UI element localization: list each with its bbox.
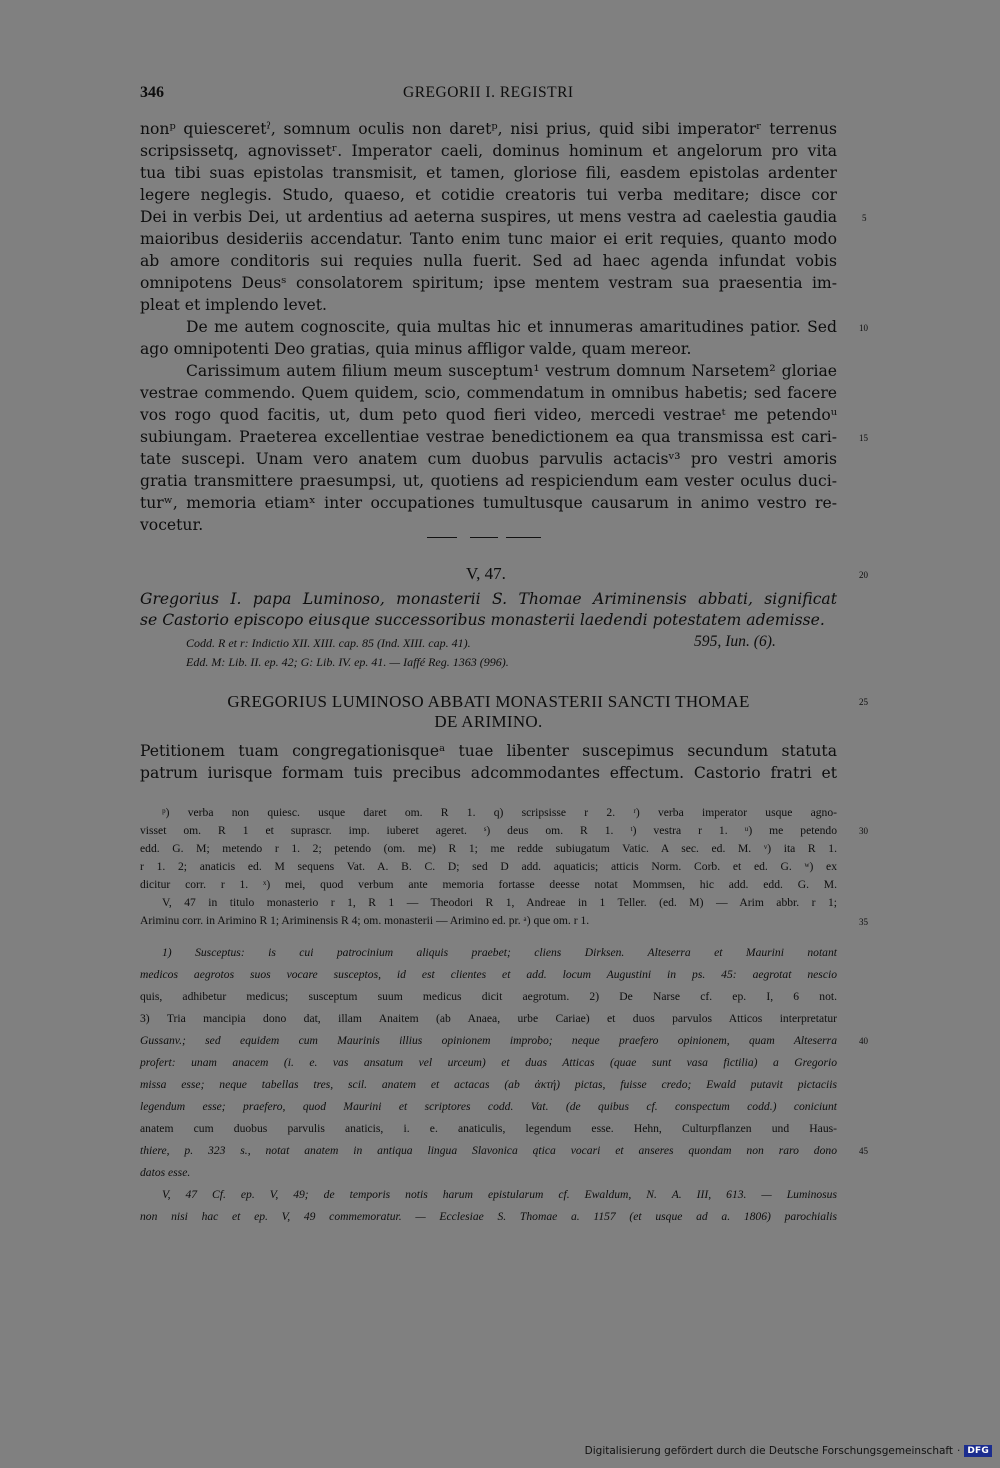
apparatus-line: ᵖ) verba non quiesc. usque daret om. R 1. q) scripsisse r 2. ʳ) verba imperator usque agno- [162,806,837,819]
text-line: omnipotens Deusˢ consolatorem spiritum; ipse mentem vestram sua praesentia im- [140,274,837,292]
text-line: Petitionem tuam congregationisqueᵃ tuae libenter suscepimus secundum statuta [140,742,837,760]
text-line: subiungam. Praeterea excellentiae vestrae benedictionem ea qua transmissa est cari- [140,428,837,446]
credit-separator: · [957,1445,961,1457]
letter-title: GREGORIUS LUMINOSO ABBATI MONASTERII SANCTI THOMAE [227,692,750,711]
margin-line-number: 10 [859,323,868,333]
apparatus-line: Ariminu corr. in Arimino R 1; Ariminensis R 4; om. monasterii — Arimino ed. pr. ᵃ) que om. r 1. [140,914,590,927]
credit-text: Digitalisierung gefördert durch die Deutsche Forschungsgemeinschaft [584,1445,954,1457]
text-line: vestrae commendo. Quem quidem, scio, commendatum in omnibus habetis; sed facere [140,384,837,402]
dfg-logo: DFG [964,1445,992,1457]
letter-summary: se Castorio episcopo eiusque successoribus monasterii laedendi potestatem ademisse. [140,611,825,629]
text-line: ago omnipotenti Deo gratias, quia minus affligor valde, quam mereor. [140,340,692,358]
commentary-line: thiere, p. 323 s., notat anatem in antiqua lingua Slavonica ątica vocari et anseres quondam non raro dono [140,1144,837,1157]
margin-line-number: 30 [859,826,868,836]
editions-note: Edd. M: Lib. II. ep. 42; G: Lib. IV. ep. 41. — Iaffé Reg. 1363 (996). [186,655,509,669]
text-line: patrum iurisque formam tuis precibus adcommodantes effectum. Castorio fratri et [140,764,837,782]
text-line: tua tibi suas epistolas transmisit, et tamen, gloriose fili, easdem epistolas ardenter [140,164,837,182]
apparatus-line: edd. G. M; metendo r 1. 2; petendo (om. me) R 1; me redde subiugatum Vatic. A sec. ed. M. ᵛ) ita R 1. [140,842,837,855]
letter-summary: Gregorius I. papa Luminoso, monasterii S. Thomae Ariminensis abbati, significat [140,590,837,608]
codices-note: Codd. R et r: Indictio XII. XIII. cap. 85 (Ind. XIII. cap. 41). [186,636,471,650]
commentary-line: 3) Tria mancipia dono dat, illam Anaitem (ab Anaea, urbe Cariae) et duos parvulos Atticos interpretatur [140,1012,837,1025]
digitization-credit [585,1444,992,1458]
text-line: legere neglegis. Studo, quaeso, et cotidie creatoris tui verba meditare; disce cor [140,186,837,204]
text-line: pleat et implendo levet. [140,296,327,314]
commentary-line: anatem cum duobus parvulis anaticis, i. e. anaticulis, legendum esse. Hehn, Culturpflanzen und Haus- [140,1122,837,1135]
margin-line-number: 20 [859,570,868,580]
margin-line-number: 35 [859,917,868,927]
apparatus-line: visset om. R 1 et suprascr. imp. iuberet ageret. ˢ) deus om. R 1. ᵗ) vestra r 1. ᵘ) me petendo [140,824,837,837]
commentary-line: datos esse. [140,1166,191,1179]
commentary-line: medicos aegrotos suos vocare susceptos, id est clientes et add. locum Augustini in ps. 45: aegrotat nescio [140,968,837,981]
text-line: scripsissetq, agnovissetʳ. Imperator caeli, dominus hominum et angelorum pro vita [140,142,837,160]
margin-line-number: 45 [859,1146,868,1156]
text-line: Dei in verbis Dei, ut ardentius ad aeterna suspires, ut mens vestra ad caelestia gaudia [140,208,837,226]
commentary-line: V, 47 Cf. ep. V, 49; de temporis notis harum epistularum cf. Ewaldum, N. A. III, 613. — Luminosus [162,1188,837,1201]
commentary-line: non nisi hac et ep. V, 49 commemoratur. — Ecclesiae S. Thomae a. 1157 (et usque ad a. 1806) parochialis [140,1210,837,1223]
letter-date: 595, Iun. (6). [694,633,776,650]
text-line: ab amore conditoris sui requies nulla fuerit. Sed ad haec agenda infundat vobis [140,252,837,270]
apparatus-line: r 1. 2; anaticis ed. M sequens Vat. A. B. C. D; sed D add. aquaticis; atticis Norm. Corb. et ed. G. ʷ) ex [140,860,837,873]
commentary-line: missa esse; neque tabellas tres, scil. anatem et actacas (ab ἀκτή) pictas, fuisse credo; Ewald putavit pictaciis [140,1078,837,1091]
commentary-line: legendum esse; praefero, quod Maurini et scriptores codd. Vat. (de quibus cf. conspectum codd.) coniciunt [140,1100,837,1113]
margin-line-number: 25 [859,697,868,707]
text-line: maioribus desideriis accendatur. Tanto enim tunc maior ei erit requies, quanto modo [140,230,837,248]
apparatus-line: dicitur corr. r 1. ˣ) mei, quod verbum ante memoria fortasse deesse notat Mommsen, hic add. edd. G. M. [140,878,837,891]
text-line: De me autem cognoscite, quia multas hic et innumeras amaritudines patior. Sed [186,318,837,336]
margin-line-number: 40 [859,1036,868,1046]
margin-line-number: 5 [862,213,867,223]
page-number: 346 [140,84,164,101]
text-line: Carissimum autem filium meum susceptum¹ vestrum domnum Narsetem² gloriae [186,362,837,380]
text-line: vos rogo quod facitis, ut, dum peto quod fieri video, mercedi vestraeᵗ me petendoᵘ [140,406,837,424]
apparatus-line: V, 47 in titulo monasterio r 1, R 1 — Theodori R 1, Andreae in 1 Teller. (ed. M) — Arim abbr. r 1; [162,896,837,909]
margin-line-number: 15 [859,433,868,443]
commentary-line: 1) Susceptus: is cui patrocinium aliquis praebet; cliens Dirksen. Alteserra et Maurini notant [162,946,837,959]
commentary-line: Gussanv.; sed equidem cum Maurinis illius opinionem improbo; neque praefero opinionem, quam Alteserra [140,1034,837,1047]
letter-number: V, 47. [466,564,506,583]
text-line: vocetur. [140,516,204,534]
commentary-line: profert: unam anacem (i. e. vas ansatum vel urceum) et duas Atticas (quae sunt vasa fictilia) a Gregorio [140,1056,837,1069]
text-line: turʷ, memoria etiamˣ inter occupationes tumultusque causarum in animo vestro re- [140,494,837,512]
text-line: gratia transmittere praesumpsi, ut, quotiens ad respiciendum eam vester oculus duci- [140,472,837,490]
text-line: tate suscepi. Unam vero anatem cum duobus parvulis actacisᵛ³ pro vestri amoris [140,450,837,468]
separator-rule [470,537,498,538]
separator-rule [506,537,541,538]
text-line: nonᵖ quiesceretˀ, somnum oculis non daretᵖ, nisi prius, quid sibi imperatorʳ terrenus [140,120,837,138]
running-title: GREGORII I. REGISTRI [403,84,574,101]
letter-title: DE ARIMINO. [434,712,543,731]
separator-rule [427,537,457,538]
commentary-line: quis, adhibetur medicus; susceptum suum medicus dicit aegrotum. 2) De Narse cf. ep. I, 6 not. [140,990,837,1003]
